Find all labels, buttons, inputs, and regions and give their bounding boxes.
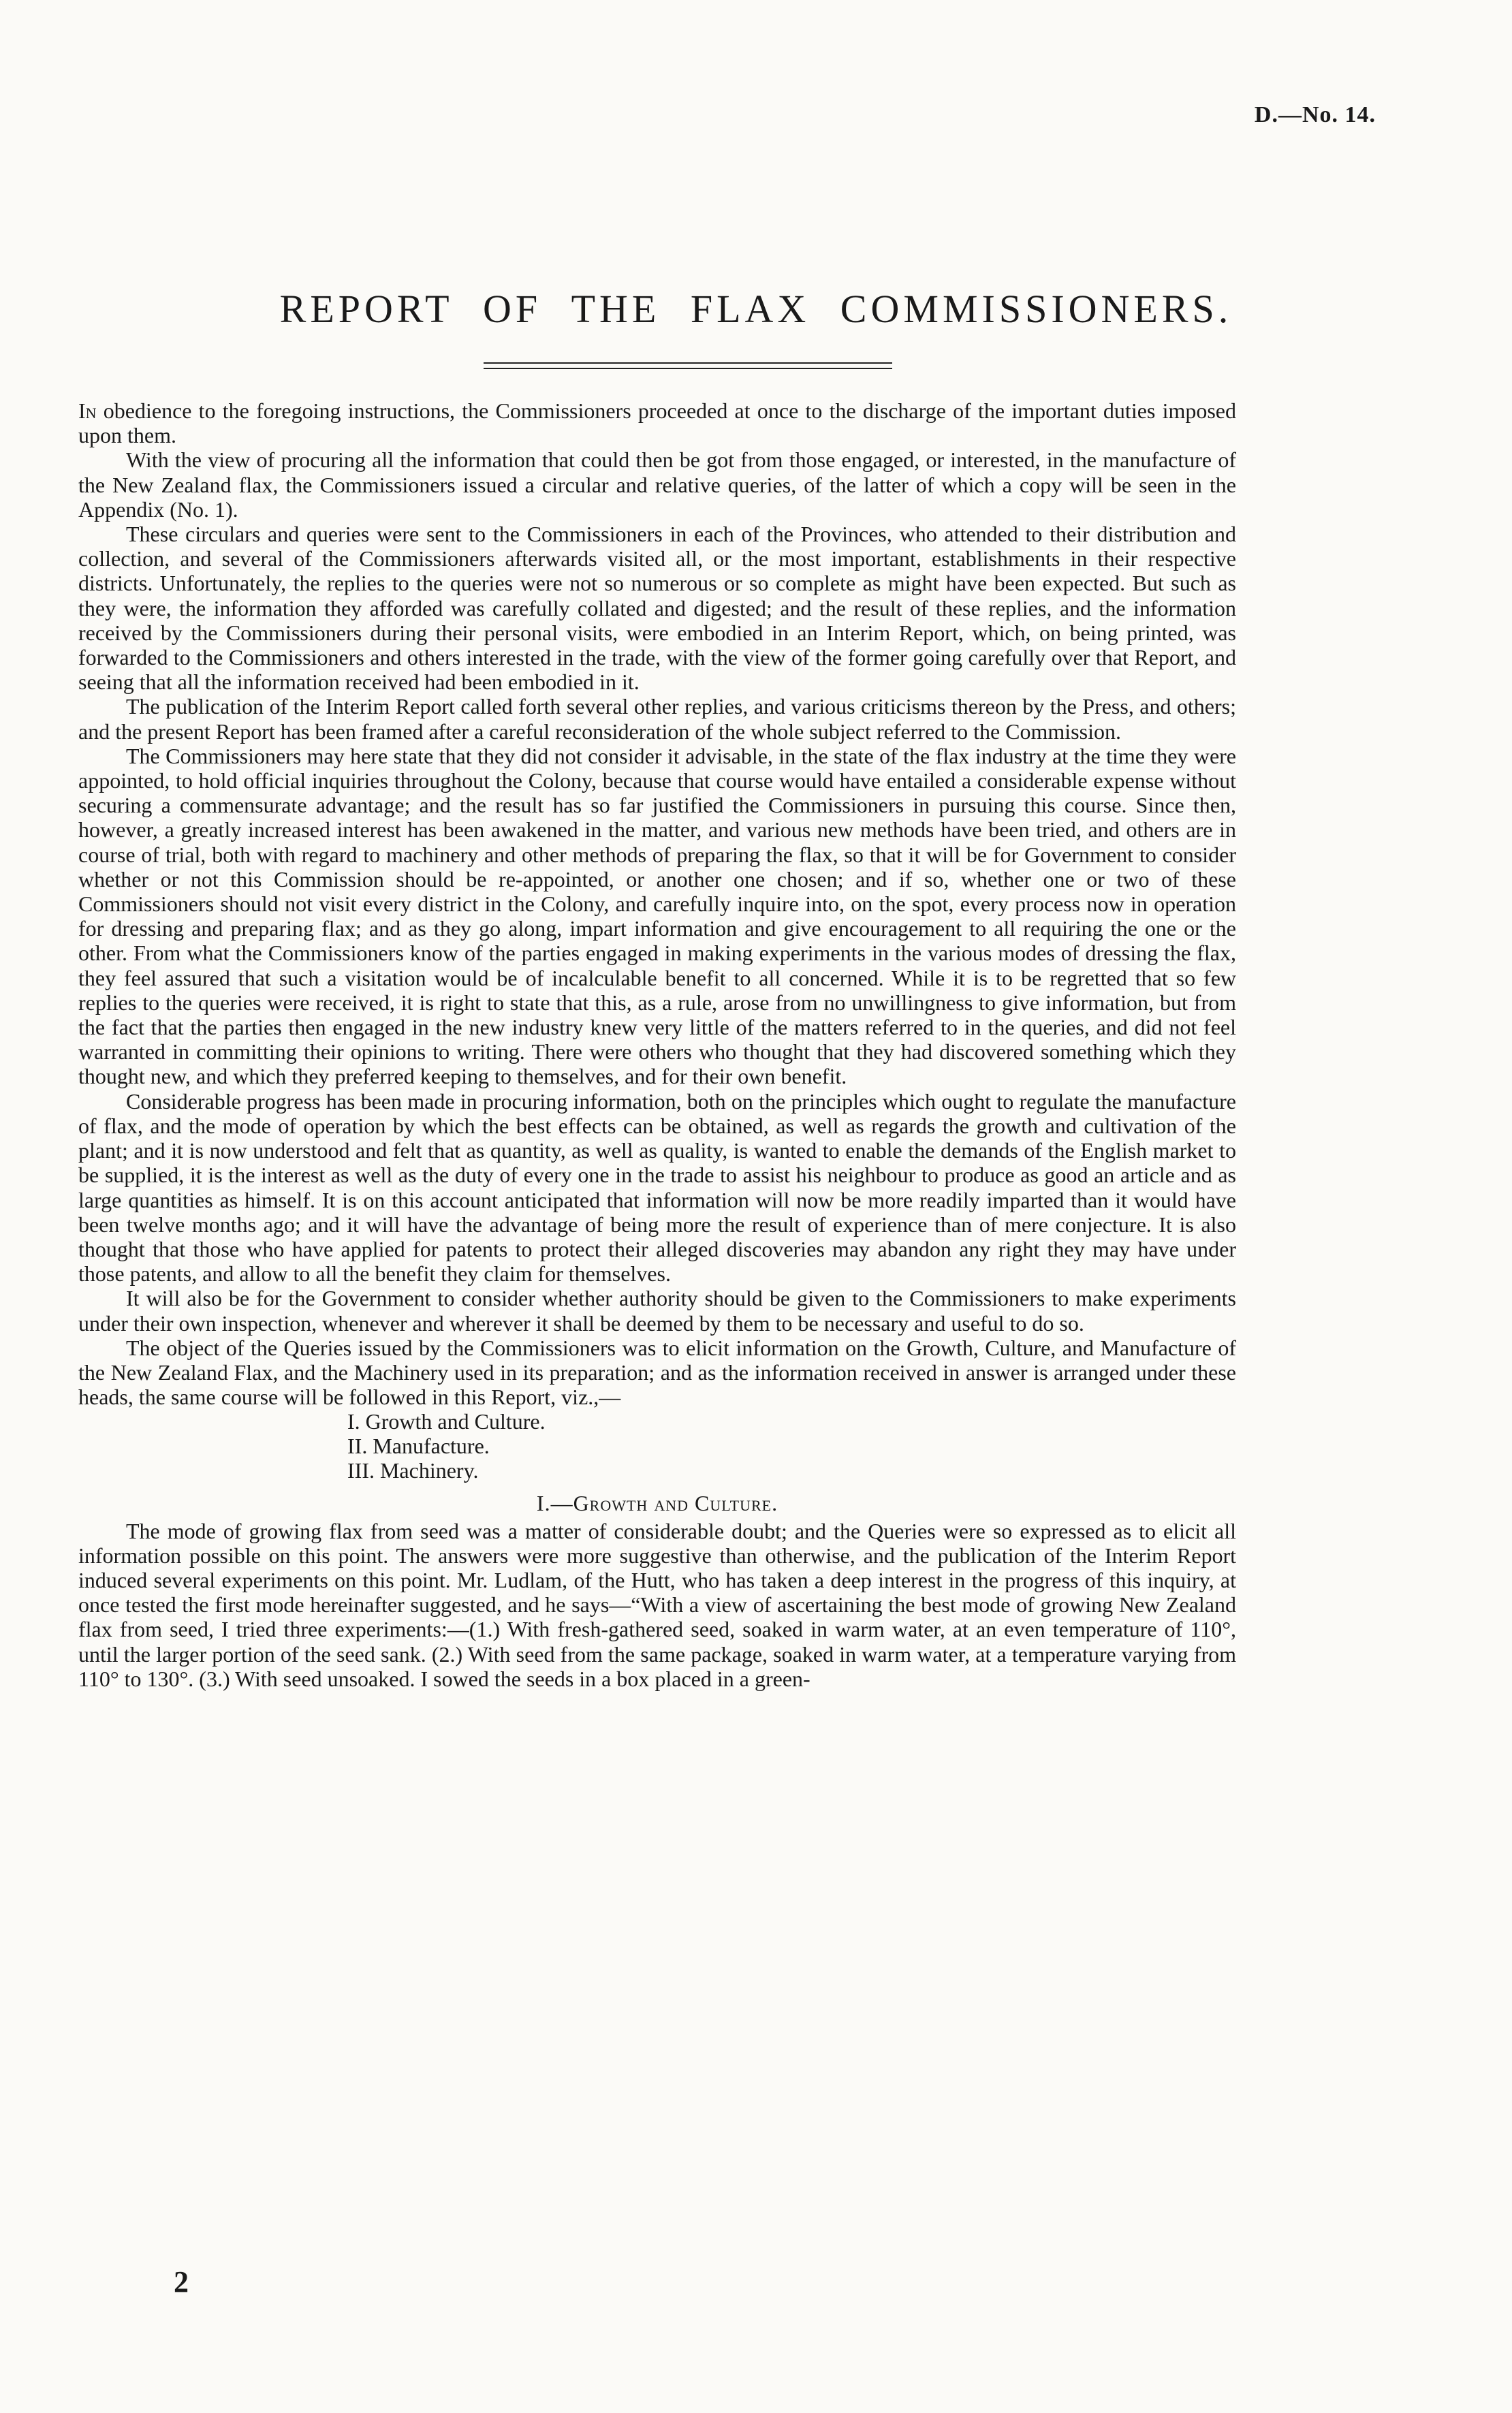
section-heading: I.—Growth and Culture. (536, 1491, 778, 1516)
paragraph-1 (78, 398, 1236, 447)
heads-item: II. Manufacture. (347, 1434, 490, 1459)
title-double-rule (484, 362, 892, 369)
paragraph-3: These circulars and queries were sent to the Commissioners in each of the Provinces, who attended to their distribution and collection, and several of the Commissioners afterwards visited all, or the most important, establishments in their respective districts. Unfortunately, the replies to the queries were not so numerous or so complete as might have been expected. But such as they were, the information they afforded was carefully collated and digested; and the result of these replies, and the information received by the Commissioners during their personal visits, were embodied in an Interim Report, which, on being printed, was forwarded to the Commissioners and others interested in the trade, with the view of the former going carefully over that Report, and seeing that all the information received had been embodied in it. (78, 522, 1236, 695)
heads-item: III. Machinery. (347, 1458, 479, 1483)
page-number: 2 (174, 2265, 189, 2299)
heads-item: I. Growth and Culture. (347, 1409, 546, 1434)
document-title: REPORT OF THE FLAX COMMISSIONERS. (279, 287, 1233, 331)
paragraph-8: The object of the Queries issued by the Commissioners was to elicit information on the Growth, Culture, and Manufacture of the New Zealand Flax, and the Machinery used in its preparation; and as the information received in answer is arranged under these heads, the same course will be followed in this Report, viz.,— (78, 1335, 1236, 1410)
paragraph-1-text: obedience to the foregoing instructions, the Commissioners proceeded at once to the discharge of the important duties imposed upon them. (78, 398, 1237, 448)
report-body (78, 398, 1236, 1691)
drop-lead-word: In (78, 398, 97, 423)
paragraph-9: The mode of growing flax from seed was a matter of considerable doubt; and the Queries were so expressed as to elicit all information possible on this point. The answers were more suggestive than otherwise, and the publication of the Interim Report induced several experiments on this point. Mr. Ludlam, of the Hutt, who has taken a deep interest in the progress of this inquiry, at once tested the first mode hereinafter suggested, and he says—“With a view of ascertaining the best mode of growing New Zealand flax from seed, I tried three experiments:—(1.) With fresh-gathered seed, soaked in warm water, at an even temperature of 110°, until the larger portion of the seed sank. (2.) With seed from the same package, soaked in warm water, at a temperature varying from 110° to 130°. (3.) With seed unsoaked. I sowed the seeds in a box placed in a green- (78, 1518, 1236, 1691)
paragraph-6: Considerable progress has been made in procuring information, both on the principles which ought to regulate the manufacture of flax, and the mode of operation by which the best effects can be obtained, as well as regards the growth and cultivation of the plant; and it is now understood and felt that as quantity, as well as quality, is wanted to enable the demands of the English market to be supplied, it is the interest as well as the duty of every one in the trade to assist his neighbour to produce as good an article and as large quantities as himself. It is on this account anticipated that information will now be more readily imparted than it would have been twelve months ago; and it will have the advantage of being more the result of experience than of mere conjecture. It is also thought that those who have applied for patents to protect their alleged discoveries may abandon any right they may have under those patents, and allow to all the benefit they claim for themselves. (78, 1088, 1236, 1287)
paragraph-5: The Commissioners may here state that they did not consider it advisable, in the state of the flax industry at the time they were appointed, to hold official inquiries throughout the Colony, because that course would have entailed a considerable expense without securing a commensurate advantage; and the result has so far justified the Commissioners in pursuing this course. Since then, however, a greatly increased interest has been awakened in the matter, and various new methods have been tried, and others are in course of trial, both with regard to machinery and other methods of preparing the flax, so that it will be for Government to consider whether or not this Commission should be re-appointed, or another one chosen; and if so, whether one or two of these Commissioners should not visit every district in the Colony, and carefully inquire into, on the spot, every process now in operation for dressing and preparing flax; and as they go along, impart information and give encouragement to all requiring the one or the other. From what the Commissioners know of the parties engaged in making experiments in the various modes of dressing the flax, they feel assured that such a visitation would be of incalculable benefit to all concerned. While it is to be regretted that so few replies to the queries were received, it is right to state that this, as a rule, arose from no unwillingness to give information, but from the fact that the parties then engaged in the new industry knew very little of the matters referred to in the queries, and did not feel warranted in committing their opinions to writing. There were others who thought that they had discovered something which they thought new, and which they preferred keeping to themselves, and for their own benefit. (78, 743, 1236, 1089)
report-heads-list (78, 1409, 1236, 1483)
paragraph-4: The publication of the Interim Report called forth several other replies, and various criticisms thereon by the Press, and others; and the present Report has been framed after a careful reconsideration of the whole subject referred to the Commission. (78, 694, 1236, 744)
paragraph-2: With the view of procuring all the information that could then be got from those engaged, or interested, in the manufacture of the New Zealand flax, the Commissioners issued a circular and relative queries, of the latter of which a copy will be seen in the Appendix (No. 1). (78, 447, 1236, 522)
paragraph-7: It will also be for the Government to consider whether authority should be given to the Commissioners to make experiments under their own inspection, whenever and wherever it shall be deemed by them to be necessary and useful to do so. (78, 1286, 1236, 1336)
page-reference: D.—No. 14. (1254, 102, 1376, 127)
